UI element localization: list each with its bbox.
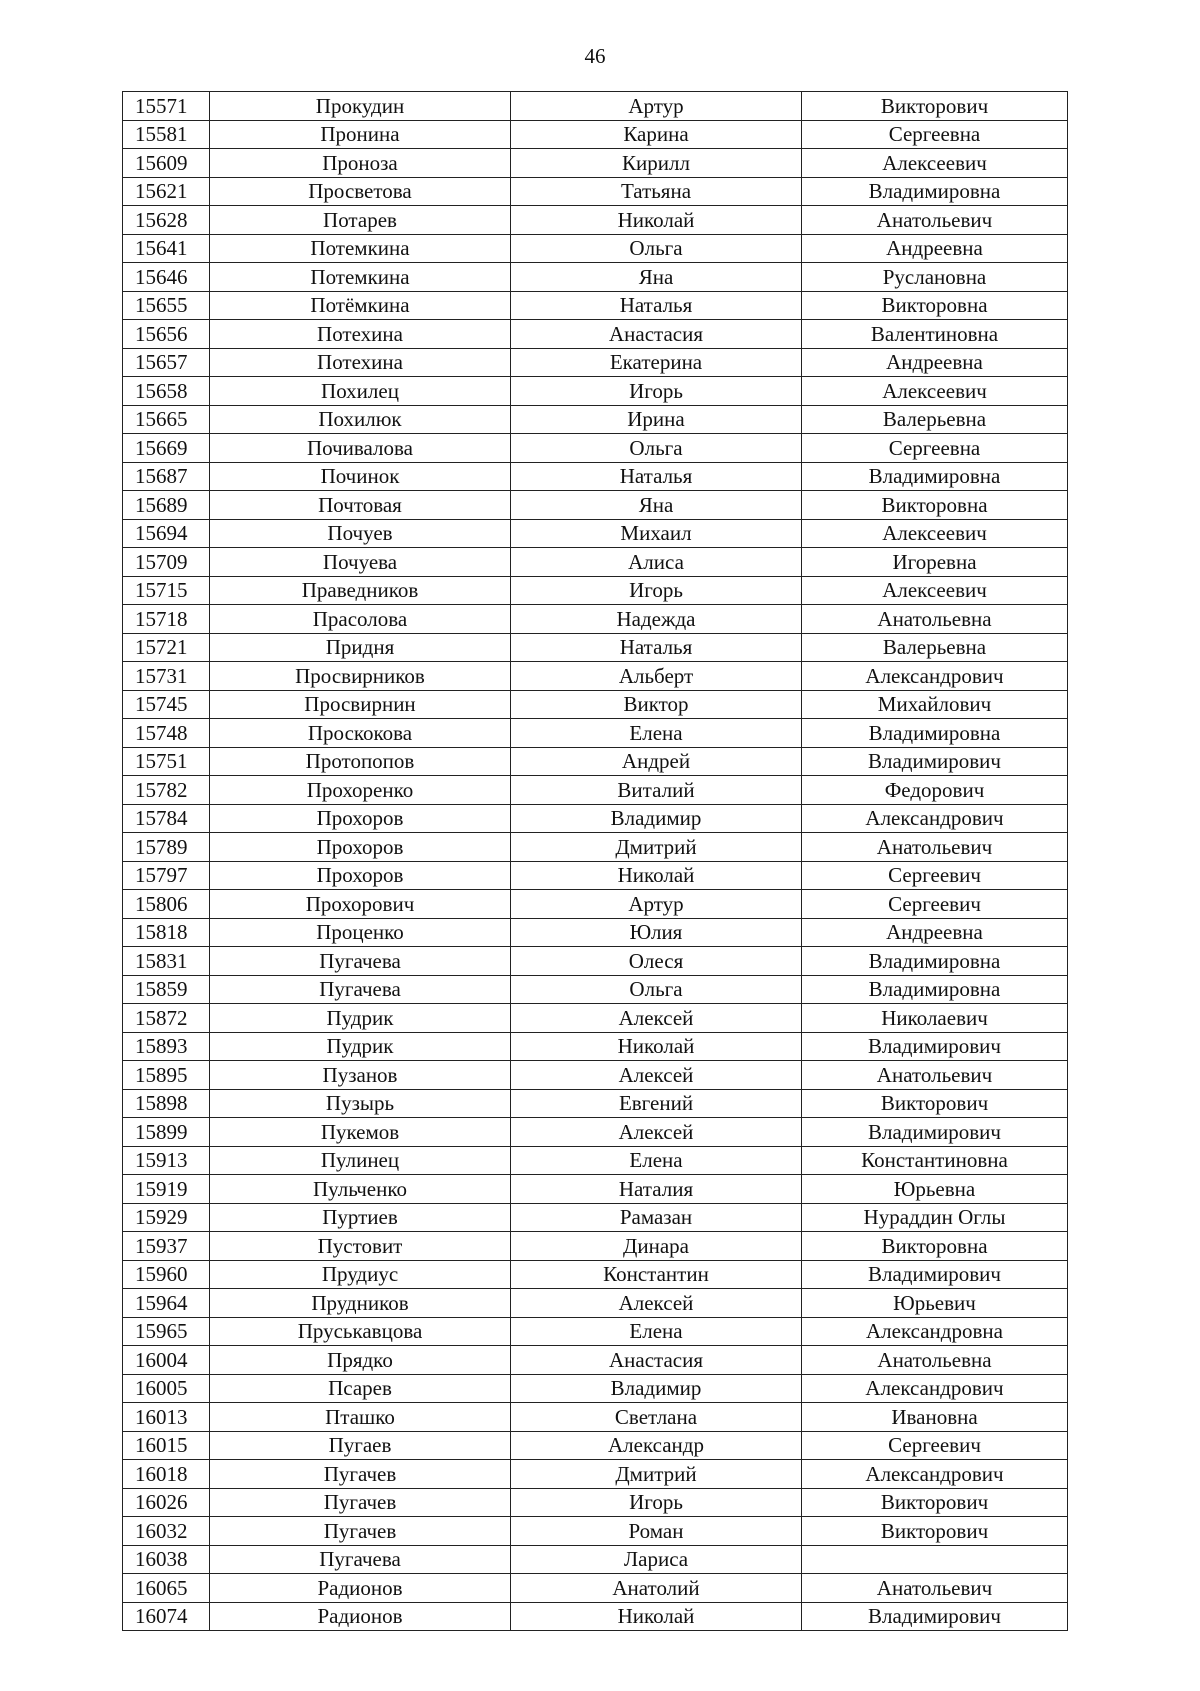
last-name-cell: Пронина <box>210 120 511 149</box>
id-cell: 16065 <box>123 1574 210 1603</box>
patronymic-cell: Алексеевич <box>802 149 1068 178</box>
patronymic-cell: Владимировна <box>802 719 1068 748</box>
last-name-cell: Прудиус <box>210 1260 511 1289</box>
first-name-cell: Николай <box>511 1602 802 1631</box>
patronymic-cell: Михайлович <box>802 690 1068 719</box>
id-cell: 15657 <box>123 348 210 377</box>
first-name-cell: Елена <box>511 1317 802 1346</box>
table-row <box>123 576 1068 605</box>
id-cell: 15655 <box>123 291 210 320</box>
table-row <box>123 918 1068 947</box>
table-row <box>123 1004 1068 1033</box>
first-name-cell: Алексей <box>511 1004 802 1033</box>
table-row <box>123 149 1068 178</box>
first-name-cell: Николай <box>511 1032 802 1061</box>
last-name-cell: Пузанов <box>210 1061 511 1090</box>
last-name-cell: Похилец <box>210 377 511 406</box>
first-name-cell: Юлия <box>511 918 802 947</box>
patronymic-cell: Викторович <box>802 1488 1068 1517</box>
last-name-cell: Просвирников <box>210 662 511 691</box>
last-name-cell: Починок <box>210 462 511 491</box>
last-name-cell: Пруськавцова <box>210 1317 511 1346</box>
id-cell: 16074 <box>123 1602 210 1631</box>
table-row <box>123 747 1068 776</box>
patronymic-cell: Анатольевич <box>802 833 1068 862</box>
id-cell: 15621 <box>123 177 210 206</box>
id-cell: 15893 <box>123 1032 210 1061</box>
patronymic-cell: Владимирович <box>802 1118 1068 1147</box>
first-name-cell: Татьяна <box>511 177 802 206</box>
last-name-cell: Пульченко <box>210 1175 511 1204</box>
last-name-cell: Потарев <box>210 206 511 235</box>
table-row <box>123 1374 1068 1403</box>
first-name-cell: Анастасия <box>511 320 802 349</box>
first-name-cell: Дмитрий <box>511 1460 802 1489</box>
first-name-cell: Яна <box>511 491 802 520</box>
id-cell: 15745 <box>123 690 210 719</box>
id-cell: 15689 <box>123 491 210 520</box>
table-row <box>123 234 1068 263</box>
patronymic-cell: Викторовна <box>802 291 1068 320</box>
table-row <box>123 1032 1068 1061</box>
table-row <box>123 861 1068 890</box>
id-cell: 15859 <box>123 975 210 1004</box>
first-name-cell: Надежда <box>511 605 802 634</box>
id-cell: 16013 <box>123 1403 210 1432</box>
patronymic-cell: Юрьевна <box>802 1175 1068 1204</box>
patronymic-cell: Александрович <box>802 662 1068 691</box>
table-row <box>123 405 1068 434</box>
first-name-cell: Николай <box>511 861 802 890</box>
id-cell: 16038 <box>123 1545 210 1574</box>
last-name-cell: Пудрик <box>210 1032 511 1061</box>
id-cell: 15628 <box>123 206 210 235</box>
patronymic-cell: Викторович <box>802 1089 1068 1118</box>
first-name-cell: Артур <box>511 890 802 919</box>
patronymic-cell <box>802 1545 1068 1574</box>
last-name-cell: Пугачева <box>210 947 511 976</box>
patronymic-cell: Валентиновна <box>802 320 1068 349</box>
last-name-cell: Пугачев <box>210 1460 511 1489</box>
table-row <box>123 633 1068 662</box>
id-cell: 15718 <box>123 605 210 634</box>
id-cell: 15929 <box>123 1203 210 1232</box>
roster-table <box>122 91 1068 1631</box>
last-name-cell: Пташко <box>210 1403 511 1432</box>
table-row <box>123 1118 1068 1147</box>
table-row <box>123 462 1068 491</box>
id-cell: 15748 <box>123 719 210 748</box>
roster-body <box>123 92 1068 1631</box>
first-name-cell: Наталья <box>511 633 802 662</box>
table-row <box>123 776 1068 805</box>
last-name-cell: Прокудин <box>210 92 511 121</box>
first-name-cell: Елена <box>511 1146 802 1175</box>
id-cell: 15895 <box>123 1061 210 1090</box>
table-row <box>123 291 1068 320</box>
patronymic-cell: Владимировна <box>802 177 1068 206</box>
id-cell: 15789 <box>123 833 210 862</box>
first-name-cell: Николай <box>511 206 802 235</box>
table-row <box>123 177 1068 206</box>
id-cell: 15806 <box>123 890 210 919</box>
id-cell: 15571 <box>123 92 210 121</box>
patronymic-cell: Валерьевна <box>802 405 1068 434</box>
last-name-cell: Придня <box>210 633 511 662</box>
last-name-cell: Почтовая <box>210 491 511 520</box>
last-name-cell: Прохоренко <box>210 776 511 805</box>
first-name-cell: Алиса <box>511 548 802 577</box>
table-row <box>123 548 1068 577</box>
first-name-cell: Альберт <box>511 662 802 691</box>
last-name-cell: Прохорович <box>210 890 511 919</box>
first-name-cell: Светлана <box>511 1403 802 1432</box>
patronymic-cell: Федорович <box>802 776 1068 805</box>
id-cell: 15831 <box>123 947 210 976</box>
last-name-cell: Потемкина <box>210 234 511 263</box>
table-row <box>123 975 1068 1004</box>
last-name-cell: Прудников <box>210 1289 511 1318</box>
id-cell: 15872 <box>123 1004 210 1033</box>
table-row <box>123 1232 1068 1261</box>
id-cell: 15965 <box>123 1317 210 1346</box>
first-name-cell: Алексей <box>511 1118 802 1147</box>
patronymic-cell: Александровна <box>802 1317 1068 1346</box>
last-name-cell: Пугачева <box>210 1545 511 1574</box>
table-row <box>123 1460 1068 1489</box>
table-row <box>123 1289 1068 1318</box>
page-number: 46 <box>584 44 606 68</box>
patronymic-cell: Сергеевна <box>802 434 1068 463</box>
id-cell: 15658 <box>123 377 210 406</box>
table-row <box>123 92 1068 121</box>
last-name-cell: Радионов <box>210 1574 511 1603</box>
last-name-cell: Просветова <box>210 177 511 206</box>
patronymic-cell: Нураддин Оглы <box>802 1203 1068 1232</box>
patronymic-cell: Алексеевич <box>802 377 1068 406</box>
table-row <box>123 1260 1068 1289</box>
patronymic-cell: Андреевна <box>802 348 1068 377</box>
first-name-cell: Ольга <box>511 234 802 263</box>
id-cell: 15731 <box>123 662 210 691</box>
patronymic-cell: Владимировна <box>802 947 1068 976</box>
table-row <box>123 1602 1068 1631</box>
patronymic-cell: Анатольевич <box>802 1061 1068 1090</box>
id-cell: 15797 <box>123 861 210 890</box>
last-name-cell: Прохоров <box>210 861 511 890</box>
id-cell: 16005 <box>123 1374 210 1403</box>
first-name-cell: Ольга <box>511 434 802 463</box>
last-name-cell: Проноза <box>210 149 511 178</box>
patronymic-cell: Анатольевич <box>802 206 1068 235</box>
first-name-cell: Лариса <box>511 1545 802 1574</box>
first-name-cell: Динара <box>511 1232 802 1261</box>
first-name-cell: Наталия <box>511 1175 802 1204</box>
patronymic-cell: Сергеевич <box>802 1431 1068 1460</box>
first-name-cell: Владимир <box>511 804 802 833</box>
patronymic-cell: Владимировна <box>802 975 1068 1004</box>
table-row <box>123 833 1068 862</box>
id-cell: 15913 <box>123 1146 210 1175</box>
first-name-cell: Рамазан <box>511 1203 802 1232</box>
first-name-cell: Виктор <box>511 690 802 719</box>
id-cell: 15782 <box>123 776 210 805</box>
table-row <box>123 690 1068 719</box>
patronymic-cell: Владимировна <box>802 462 1068 491</box>
id-cell: 16015 <box>123 1431 210 1460</box>
table-row <box>123 1488 1068 1517</box>
first-name-cell: Олеся <box>511 947 802 976</box>
id-cell: 15581 <box>123 120 210 149</box>
id-cell: 16026 <box>123 1488 210 1517</box>
first-name-cell: Алексей <box>511 1061 802 1090</box>
patronymic-cell: Сергеевич <box>802 890 1068 919</box>
last-name-cell: Прасолова <box>210 605 511 634</box>
last-name-cell: Псарев <box>210 1374 511 1403</box>
patronymic-cell: Ивановна <box>802 1403 1068 1432</box>
first-name-cell: Анатолий <box>511 1574 802 1603</box>
table-row <box>123 804 1068 833</box>
id-cell: 15898 <box>123 1089 210 1118</box>
first-name-cell: Ольга <box>511 975 802 1004</box>
first-name-cell: Яна <box>511 263 802 292</box>
last-name-cell: Проценко <box>210 918 511 947</box>
table-row <box>123 1346 1068 1375</box>
table-row <box>123 605 1068 634</box>
table-row <box>123 947 1068 976</box>
id-cell: 15687 <box>123 462 210 491</box>
table-row <box>123 1574 1068 1603</box>
patronymic-cell: Алексеевич <box>802 519 1068 548</box>
first-name-cell: Константин <box>511 1260 802 1289</box>
table-row <box>123 1146 1068 1175</box>
id-cell: 15656 <box>123 320 210 349</box>
last-name-cell: Просвирнин <box>210 690 511 719</box>
table-row <box>123 120 1068 149</box>
table-row <box>123 434 1068 463</box>
id-cell: 15669 <box>123 434 210 463</box>
patronymic-cell: Руслановна <box>802 263 1068 292</box>
patronymic-cell: Андреевна <box>802 234 1068 263</box>
patronymic-cell: Андреевна <box>802 918 1068 947</box>
table-row <box>123 1431 1068 1460</box>
first-name-cell: Игорь <box>511 576 802 605</box>
table-row <box>123 1517 1068 1546</box>
table-row <box>123 320 1068 349</box>
last-name-cell: Потехина <box>210 348 511 377</box>
id-cell: 15751 <box>123 747 210 776</box>
last-name-cell: Пугачев <box>210 1488 511 1517</box>
patronymic-cell: Владимирович <box>802 1260 1068 1289</box>
table-row <box>123 1317 1068 1346</box>
last-name-cell: Почуев <box>210 519 511 548</box>
last-name-cell: Похилюк <box>210 405 511 434</box>
last-name-cell: Потехина <box>210 320 511 349</box>
id-cell: 15964 <box>123 1289 210 1318</box>
last-name-cell: Радионов <box>210 1602 511 1631</box>
last-name-cell: Пузырь <box>210 1089 511 1118</box>
patronymic-cell: Викторович <box>802 92 1068 121</box>
id-cell: 15694 <box>123 519 210 548</box>
first-name-cell: Наталья <box>511 462 802 491</box>
last-name-cell: Праведников <box>210 576 511 605</box>
table-row <box>123 491 1068 520</box>
table-row <box>123 377 1068 406</box>
patronymic-cell: Валерьевна <box>802 633 1068 662</box>
id-cell: 15715 <box>123 576 210 605</box>
table-row <box>123 1061 1068 1090</box>
last-name-cell: Пулинец <box>210 1146 511 1175</box>
first-name-cell: Роман <box>511 1517 802 1546</box>
id-cell: 15784 <box>123 804 210 833</box>
id-cell: 15919 <box>123 1175 210 1204</box>
last-name-cell: Прохоров <box>210 804 511 833</box>
last-name-cell: Прохоров <box>210 833 511 862</box>
table-row <box>123 1089 1068 1118</box>
id-cell: 15960 <box>123 1260 210 1289</box>
first-name-cell: Игорь <box>511 377 802 406</box>
patronymic-cell: Викторович <box>802 1517 1068 1546</box>
first-name-cell: Андрей <box>511 747 802 776</box>
table-row <box>123 1545 1068 1574</box>
last-name-cell: Пуртиев <box>210 1203 511 1232</box>
patronymic-cell: Константиновна <box>802 1146 1068 1175</box>
patronymic-cell: Анатольевна <box>802 1346 1068 1375</box>
first-name-cell: Кирилл <box>511 149 802 178</box>
last-name-cell: Пугаев <box>210 1431 511 1460</box>
first-name-cell: Дмитрий <box>511 833 802 862</box>
table-row <box>123 348 1068 377</box>
first-name-cell: Наталья <box>511 291 802 320</box>
patronymic-cell: Александрович <box>802 1460 1068 1489</box>
id-cell: 15646 <box>123 263 210 292</box>
id-cell: 15937 <box>123 1232 210 1261</box>
first-name-cell: Артур <box>511 92 802 121</box>
first-name-cell: Владимир <box>511 1374 802 1403</box>
patronymic-cell: Викторовна <box>802 491 1068 520</box>
patronymic-cell: Викторовна <box>802 1232 1068 1261</box>
table-row <box>123 719 1068 748</box>
table-row <box>123 1175 1068 1204</box>
first-name-cell: Екатерина <box>511 348 802 377</box>
last-name-cell: Потёмкина <box>210 291 511 320</box>
id-cell: 16004 <box>123 1346 210 1375</box>
last-name-cell: Протопопов <box>210 747 511 776</box>
patronymic-cell: Александрович <box>802 1374 1068 1403</box>
id-cell: 16018 <box>123 1460 210 1489</box>
id-cell: 15709 <box>123 548 210 577</box>
first-name-cell: Виталий <box>511 776 802 805</box>
table-row <box>123 263 1068 292</box>
last-name-cell: Прядко <box>210 1346 511 1375</box>
last-name-cell: Пудрик <box>210 1004 511 1033</box>
id-cell: 15641 <box>123 234 210 263</box>
first-name-cell: Евгений <box>511 1089 802 1118</box>
first-name-cell: Алексей <box>511 1289 802 1318</box>
table-row <box>123 662 1068 691</box>
last-name-cell: Пугачев <box>210 1517 511 1546</box>
last-name-cell: Проскокова <box>210 719 511 748</box>
id-cell: 16032 <box>123 1517 210 1546</box>
id-cell: 15818 <box>123 918 210 947</box>
first-name-cell: Игорь <box>511 1488 802 1517</box>
patronymic-cell: Анатольевна <box>802 605 1068 634</box>
last-name-cell: Пустовит <box>210 1232 511 1261</box>
first-name-cell: Анастасия <box>511 1346 802 1375</box>
patronymic-cell: Игоревна <box>802 548 1068 577</box>
patronymic-cell: Сергеевич <box>802 861 1068 890</box>
first-name-cell: Александр <box>511 1431 802 1460</box>
last-name-cell: Почивалова <box>210 434 511 463</box>
table-row <box>123 1403 1068 1432</box>
table-row <box>123 206 1068 235</box>
table-row <box>123 890 1068 919</box>
patronymic-cell: Владимирович <box>802 747 1068 776</box>
last-name-cell: Пугачева <box>210 975 511 1004</box>
last-name-cell: Почуева <box>210 548 511 577</box>
first-name-cell: Елена <box>511 719 802 748</box>
patronymic-cell: Алексеевич <box>802 576 1068 605</box>
table-row <box>123 519 1068 548</box>
patronymic-cell: Владимирович <box>802 1602 1068 1631</box>
id-cell: 15899 <box>123 1118 210 1147</box>
last-name-cell: Потемкина <box>210 263 511 292</box>
id-cell: 15721 <box>123 633 210 662</box>
id-cell: 15665 <box>123 405 210 434</box>
first-name-cell: Карина <box>511 120 802 149</box>
patronymic-cell: Александрович <box>802 804 1068 833</box>
patronymic-cell: Сергеевна <box>802 120 1068 149</box>
patronymic-cell: Юрьевич <box>802 1289 1068 1318</box>
id-cell: 15609 <box>123 149 210 178</box>
patronymic-cell: Владимирович <box>802 1032 1068 1061</box>
first-name-cell: Михаил <box>511 519 802 548</box>
first-name-cell: Ирина <box>511 405 802 434</box>
table-row <box>123 1203 1068 1232</box>
patronymic-cell: Николаевич <box>802 1004 1068 1033</box>
last-name-cell: Пукемов <box>210 1118 511 1147</box>
patronymic-cell: Анатольевич <box>802 1574 1068 1603</box>
